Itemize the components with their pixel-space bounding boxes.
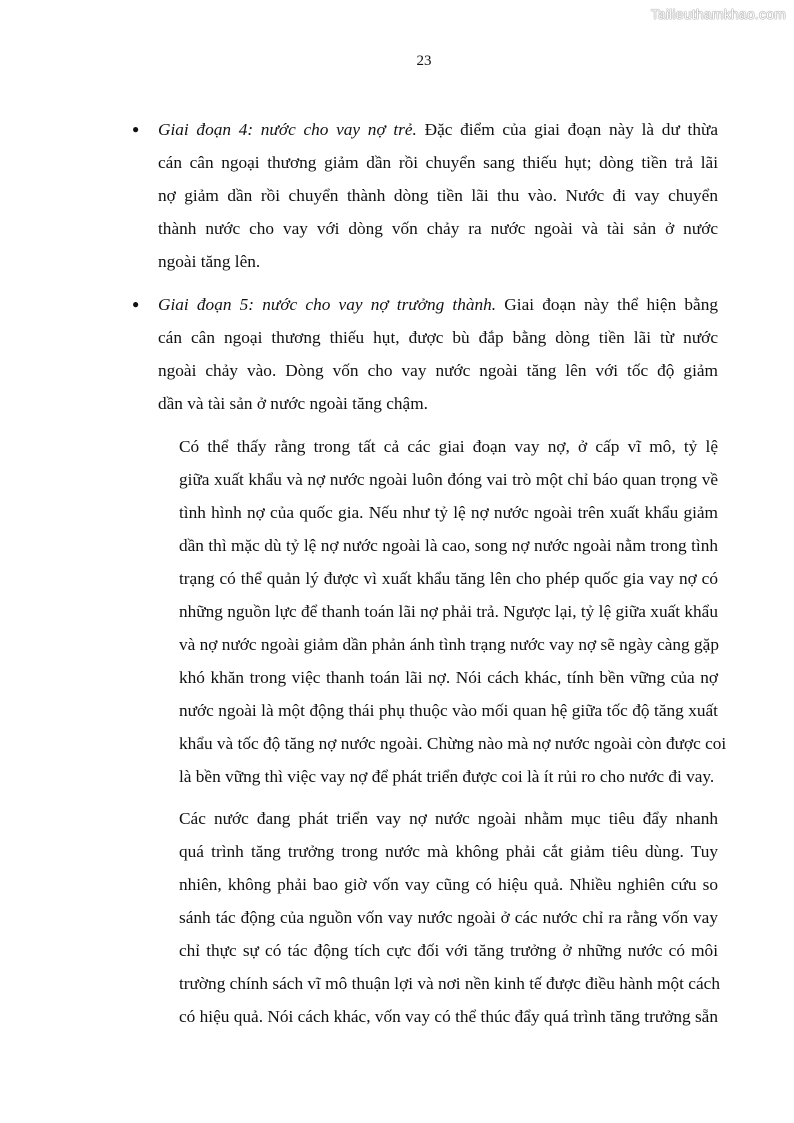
text-line: thành nước cho vay với dòng vốn chảy ra nước ngoài và tài sản ở nước [158, 219, 718, 238]
text-line: Các nước đang phát triển vay nợ nước ngoài nhằm mục tiêu đẩy nhanh [179, 809, 718, 828]
paragraph-developing-countries [132, 802, 718, 1033]
text-line [158, 288, 718, 321]
text-line: giữa xuất khẩu và nợ nước ngoài luôn đóng vai trò một chỉ báo quan trọng về [179, 470, 718, 489]
text-line: những nguồn lực để thanh toán lãi nợ phải trả. Ngược lại, tỷ lệ giữa xuất khẩu [179, 602, 718, 621]
bullet-list [132, 113, 718, 420]
watermark-logo: Tailieuthamkhao.com [650, 6, 786, 22]
text-line: ngoài chảy vào. Dòng vốn cho vay nước ngoài tăng lên với tốc độ giảm [158, 361, 718, 380]
bullet-dot-icon: ● [132, 297, 140, 311]
text-segment: Giai đoạn này thể hiện bằng [496, 295, 719, 314]
text-line: là bền vững thì việc vay nợ để phát triển được coi là ít rủi ro cho nước đi vay. [179, 767, 715, 786]
text-line: có hiệu quả. Nói cách khác, vốn vay có thể thúc đẩy quá trình tăng trưởng sẵn [179, 1007, 718, 1026]
text-line: và nợ nước ngoài giảm dần phản ánh tình trạng nước vay nợ sẽ ngày càng gặp [179, 635, 719, 654]
text-line: sánh tác động của nguồn vốn vay nước ngoài ở các nước chỉ ra rằng vốn vay [179, 908, 718, 927]
bullet-item-stage-4 [132, 113, 718, 278]
text-line: chỉ thực sự có tác động tích cực đối với tăng trưởng ở những nước có môi [179, 941, 718, 960]
page-number: 23 [416, 53, 432, 69]
text-line: tình hình nợ của quốc gia. Nếu như tỷ lệ nợ nước ngoài trên xuất khẩu giảm [179, 503, 718, 522]
text-line: khẩu và tốc độ tăng nợ nước ngoài. Chừng nào mà nợ nước ngoài còn được coi [179, 734, 727, 753]
text-segment: Đặc điểm của giai đoạn này là dư thừa [416, 120, 718, 139]
bullet-item-stage-5 [132, 288, 718, 420]
text-line: ngoài tăng lên. [158, 252, 261, 271]
text-line: cán cân ngoại thương giảm dần rồi chuyển sang thiếu hụt; dòng tiền trả lãi [158, 153, 718, 172]
text-line: dần và tài sản ở nước ngoài tăng chậm. [158, 394, 428, 413]
text-line: cán cân ngoại thương thiếu hụt, được bù đắp bằng dòng tiền lãi từ nước [158, 328, 718, 347]
bullet-title: Giai đoạn 4: nước cho vay nợ trẻ. [158, 120, 417, 139]
document-body [132, 113, 727, 1042]
text-line: nước ngoài là một động thái phụ thuộc vào mối quan hệ giữa tốc độ tăng xuất [179, 701, 718, 720]
text-line: nhiên, không phải bao giờ vốn vay cũng có hiệu quả. Nhiều nghiên cứu so [179, 875, 718, 894]
bullet-dot-icon: ● [132, 122, 140, 136]
bullet-title: Giai đoạn 5: nước cho vay nợ trưởng thành. [158, 295, 497, 314]
text-line: dần thì mặc dù tỷ lệ nợ nước ngoài là cao, song nợ nước ngoài nằm trong tình [179, 536, 718, 555]
text-line: nợ giảm dần rồi chuyển thành dòng tiền lãi thu vào. Nước đi vay chuyển [158, 186, 718, 205]
paragraph-debt-ratio [132, 430, 727, 793]
text-line: Có thể thấy rằng trong tất cả các giai đoạn vay nợ, ở cấp vĩ mô, tỷ lệ [179, 437, 718, 456]
text-line: quá trình tăng trưởng trong nước mà không phải cắt giảm tiêu dùng. Tuy [179, 842, 718, 861]
text-line: khó khăn trong việc thanh toán lãi nợ. Nói cách khác, tính bền vững của nợ [179, 668, 718, 687]
text-line: trường chính sách vĩ mô thuận lợi và nơi nền kinh tế được điều hành một cách [179, 974, 720, 993]
text-line [158, 113, 718, 146]
text-line: trạng có thể quản lý được vì xuất khẩu tăng lên cho phép quốc gia vay nợ có [179, 569, 718, 588]
